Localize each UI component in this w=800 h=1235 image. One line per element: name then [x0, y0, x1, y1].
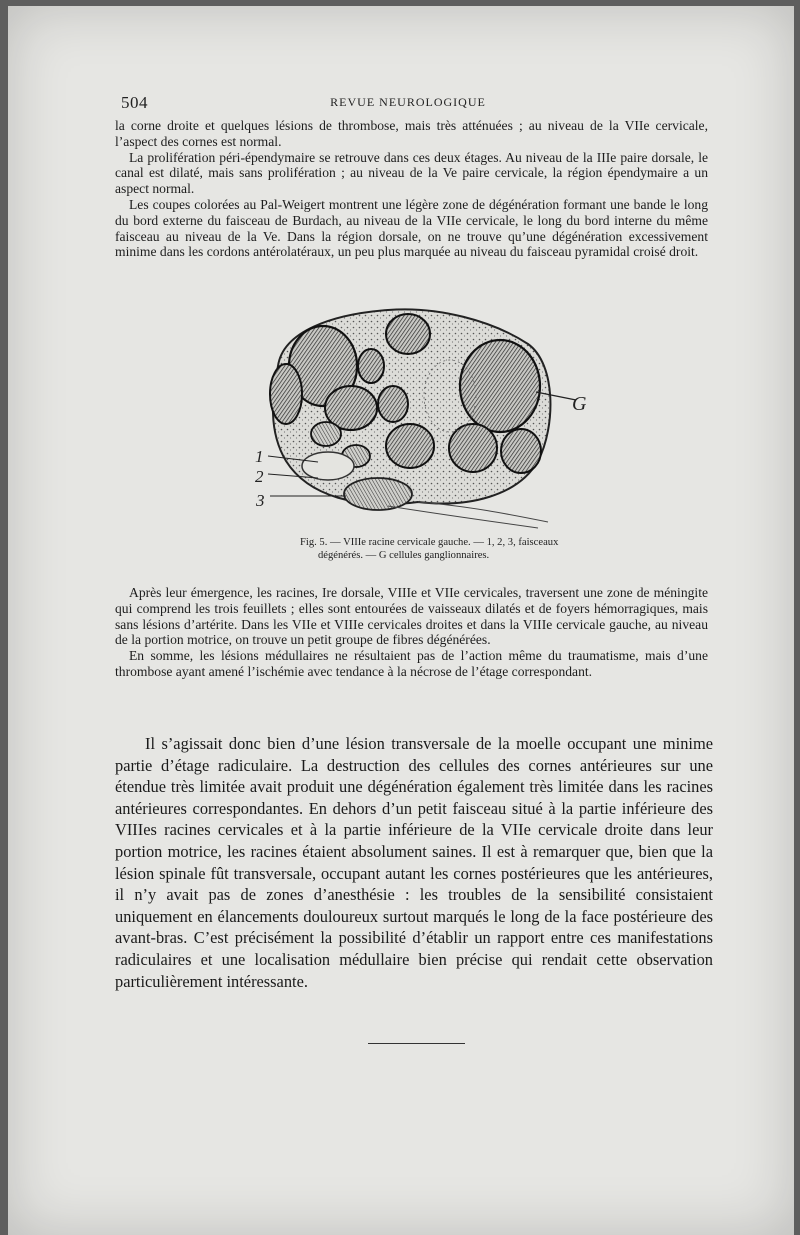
top-text-block	[115, 118, 708, 260]
main-text-block	[115, 733, 713, 992]
nerve-trunk-line	[418, 502, 548, 522]
paragraph: Il s’agissait donc bien d’une lésion transversale de la moelle occupant une minime partie d’étage radiculaire. La destruction des cellules des cornes antérieures sur une étendue très limitée avait produit une dégénération également très limitée dans les racines antérieures correspondantes. En dehors d’un petit faisceau situé à la partie inférieure des VIIIes racines cervicales et à la partie inférieure de la VIIe cervicale droite dans leur portion motrice, les racines étaient absolument saines. Il est à remarquer que, bien que la lésion spinale fût transversale, occupant autant les cornes postérieures que les antérieures, il n’y avait pas de zones d’anesthésie : les troubles de la sensibilité consistaient uniquement en élancements douloureux surtout marqués le long de la face postérieure des avant-bras. C’est précisément la possibilité d’établir un rapport entre ces manifestations radiculaires et une localisation médullaire bien précise qui rendait cette observation particulièrement intéressante.	[115, 734, 713, 991]
figure-label-2: 2	[255, 467, 264, 486]
figure-label-3: 3	[256, 491, 265, 510]
fascicle	[270, 364, 302, 424]
figure-nerve-root-section	[238, 296, 598, 532]
caption-line: dégénérés. — G cellules ganglionnaires.	[318, 549, 490, 561]
paragraph: Après leur émergence, les racines, Ire dorsale, VIIIe et VIIe cervicales, traversent une zone de méningite qui comprend les trois feuillets ; elles sont entourées de vaisseaux dilatés et de foyers hémorragiques, mais sans lésions d’artérite. Dans les VIIe et VIIIe cervicales droites et dans la VIIIe cervicale gauche, au niveau de la portion motrice, on trouve un petit groupe de fibres dégénérées.	[115, 585, 708, 648]
nerve-trunk-line	[388, 506, 538, 528]
fascicle	[460, 340, 540, 432]
fascicle	[386, 314, 430, 354]
degenerate-bundle	[302, 452, 354, 480]
fascicle	[378, 386, 408, 422]
running-header: REVUE NEUROLOGIQUE	[330, 95, 486, 109]
fascicle	[501, 429, 541, 473]
degenerate-bundle	[344, 478, 412, 510]
paragraph: la corne droite et quelques lésions de thrombose, mais très atténuées ; au niveau de la VIIe cervicale, l’aspect des cornes est normal.	[115, 118, 708, 149]
paragraph: Les coupes colorées au Pal-Weigert montrent une légère zone de dégénération formant une bande le long du bord externe du faisceau de Burdach, au niveau de la VIIe cervicale, le long du bord interne du même faisceau au niveau de la Ve. Dans la région dorsale, on ne trouve qu’une dégénération excessivement minime dans les cordons antérolatéraux, un peu plus marquée au niveau du faisceau pyramidal croisé droit.	[115, 196, 708, 260]
end-rule	[368, 1043, 465, 1044]
paragraph: La prolifération péri-épendymaire se retrouve dans ces deux étages. Au niveau de la IIIe paire dorsale, le canal est dilaté, mais sans prolifération ; au niveau de la Ve paire cervicale, la région épendymaire a un aspect normal.	[115, 149, 708, 197]
middle-text-block	[115, 585, 708, 680]
fascicle	[358, 349, 384, 383]
nerve-root-drawing	[238, 296, 598, 532]
fascicle	[449, 424, 497, 472]
paragraph: En somme, les lésions médullaires ne résultaient pas de l’action même du traumatisme, mais d’une thrombose ayant amené l’ischémie avec tendance à la nécrose de l’étage correspondant.	[115, 648, 708, 679]
page-number: 504	[121, 93, 148, 112]
fascicle	[311, 422, 341, 446]
caption-line: Fig. 5. — VIIIe racine cervicale gauche. — 1, 2, 3, faisceaux	[300, 537, 559, 548]
figure-caption	[300, 537, 600, 562]
figure-label-1: 1	[255, 447, 264, 466]
fascicle	[386, 424, 434, 468]
figure-label-g: G	[572, 393, 587, 415]
